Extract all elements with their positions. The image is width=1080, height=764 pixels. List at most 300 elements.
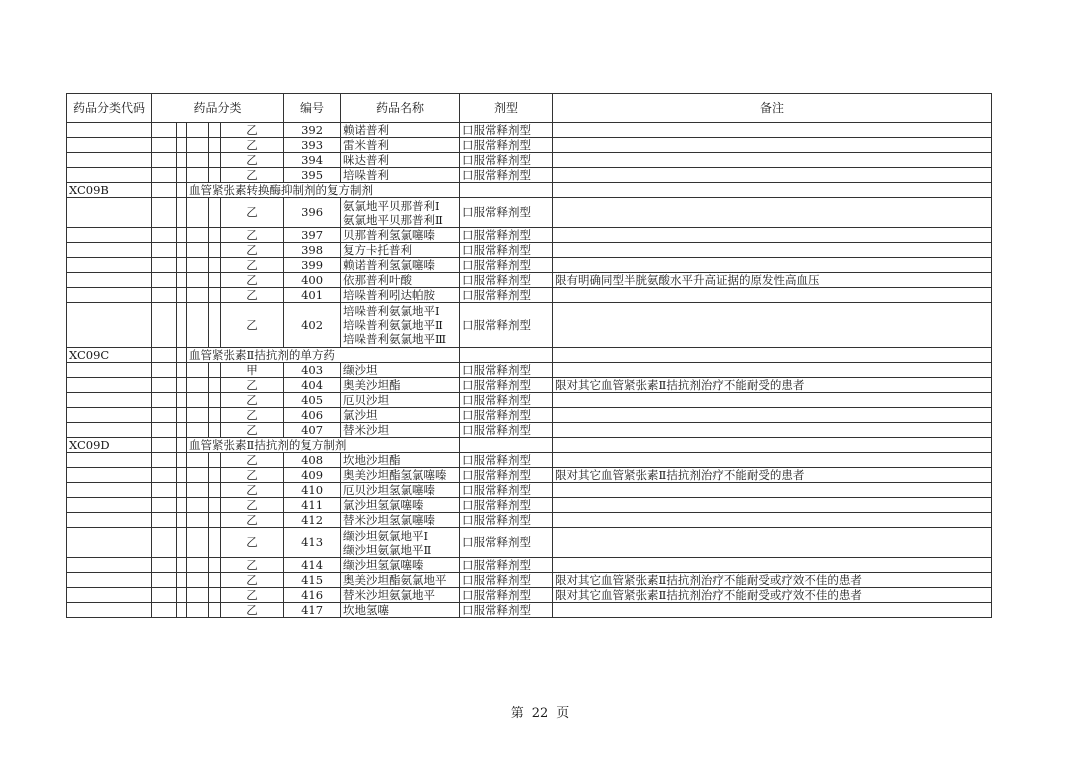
empty-cell — [152, 123, 177, 138]
empty-cell — [460, 348, 553, 363]
drug-name-cell — [341, 123, 460, 138]
header-code: 药品分类代码 — [67, 94, 152, 123]
form-cell: 口服常释剂型 — [460, 228, 553, 243]
drug-name-cell — [341, 273, 460, 288]
group-row — [67, 438, 992, 453]
number-cell: 396 — [284, 198, 341, 228]
empty-cell — [209, 453, 221, 468]
class-cell: 乙 — [221, 378, 284, 393]
note-cell — [553, 123, 992, 138]
empty-cell — [152, 288, 177, 303]
drug-name-line: 氯沙坦氢氯噻嗪 — [343, 498, 424, 512]
code-cell — [67, 393, 152, 408]
drug-name-cell — [341, 558, 460, 573]
table-row — [67, 273, 992, 288]
empty-cell — [187, 573, 209, 588]
note-cell — [553, 408, 992, 423]
drug-name-cell — [341, 153, 460, 168]
form-cell: 口服常释剂型 — [460, 273, 553, 288]
empty-cell — [209, 288, 221, 303]
number-cell: 399 — [284, 258, 341, 273]
empty-cell — [152, 423, 177, 438]
number-cell: 410 — [284, 483, 341, 498]
form-cell: 口服常释剂型 — [460, 258, 553, 273]
drug-name-cell — [341, 363, 460, 378]
empty-cell — [152, 588, 177, 603]
code-cell — [67, 153, 152, 168]
code-cell — [67, 303, 152, 348]
code-cell — [67, 558, 152, 573]
code-cell — [67, 198, 152, 228]
drug-name-cell — [341, 423, 460, 438]
group-code: XC09B — [67, 183, 152, 198]
empty-cell — [187, 198, 209, 228]
drug-name-cell — [341, 393, 460, 408]
drug-name-cell — [341, 528, 460, 558]
empty-cell — [177, 498, 187, 513]
table-row — [67, 423, 992, 438]
drug-name-line: 厄贝沙坦 — [343, 393, 390, 407]
form-cell: 口服常释剂型 — [460, 288, 553, 303]
empty-cell — [177, 123, 187, 138]
empty-cell — [187, 258, 209, 273]
number-cell: 408 — [284, 453, 341, 468]
empty-cell — [152, 258, 177, 273]
number-cell: 406 — [284, 408, 341, 423]
empty-cell — [187, 138, 209, 153]
class-cell: 乙 — [221, 468, 284, 483]
number-cell: 412 — [284, 513, 341, 528]
empty-cell — [177, 288, 187, 303]
empty-cell — [177, 273, 187, 288]
empty-cell — [187, 288, 209, 303]
number-cell: 400 — [284, 273, 341, 288]
form-cell: 口服常释剂型 — [460, 498, 553, 513]
empty-cell — [209, 573, 221, 588]
empty-cell — [209, 528, 221, 558]
header-note: 备注 — [553, 94, 992, 123]
drug-name-line: 复方卡托普利 — [343, 243, 413, 257]
number-cell: 411 — [284, 498, 341, 513]
empty-cell — [177, 258, 187, 273]
drug-name-line: 缬沙坦 — [343, 363, 378, 377]
drug-name-cell — [341, 453, 460, 468]
drug-name-cell — [341, 498, 460, 513]
note-cell: 限对其它血管紧张素Ⅱ拮抗剂治疗不能耐受的患者 — [553, 468, 992, 483]
empty-cell — [187, 378, 209, 393]
note-cell — [553, 168, 992, 183]
class-cell: 乙 — [221, 423, 284, 438]
empty-cell — [187, 153, 209, 168]
table-row — [67, 243, 992, 258]
empty-cell — [177, 603, 187, 618]
empty-cell — [177, 423, 187, 438]
drug-name-cell — [341, 258, 460, 273]
code-cell — [67, 573, 152, 588]
table-row — [67, 303, 992, 348]
group-row — [67, 183, 992, 198]
form-cell: 口服常释剂型 — [460, 558, 553, 573]
class-cell: 甲 — [221, 363, 284, 378]
drug-name-cell — [341, 288, 460, 303]
number-cell: 398 — [284, 243, 341, 258]
drug-name-cell — [341, 378, 460, 393]
form-cell: 口服常释剂型 — [460, 303, 553, 348]
page-suffix: 页 — [556, 706, 570, 721]
class-cell: 乙 — [221, 453, 284, 468]
empty-cell — [187, 423, 209, 438]
header-form: 剂型 — [460, 94, 553, 123]
drug-name-line: 咪达普利 — [343, 153, 390, 167]
table-row — [67, 378, 992, 393]
code-cell — [67, 513, 152, 528]
class-cell: 乙 — [221, 588, 284, 603]
class-cell: 乙 — [221, 558, 284, 573]
empty-cell — [187, 603, 209, 618]
empty-cell — [209, 483, 221, 498]
empty-cell — [152, 183, 177, 198]
drug-name-line: 贝那普利氢氯噻嗪 — [343, 228, 436, 242]
empty-cell — [177, 588, 187, 603]
empty-cell — [553, 438, 992, 453]
note-cell: 限对其它血管紧张素Ⅱ拮抗剂治疗不能耐受或疗效不佳的患者 — [553, 573, 992, 588]
table-body — [67, 123, 992, 618]
empty-cell — [209, 153, 221, 168]
empty-cell — [177, 573, 187, 588]
empty-cell — [209, 408, 221, 423]
note-cell — [553, 303, 992, 348]
number-cell: 413 — [284, 528, 341, 558]
empty-cell — [177, 168, 187, 183]
empty-cell — [177, 153, 187, 168]
form-cell: 口服常释剂型 — [460, 453, 553, 468]
form-cell: 口服常释剂型 — [460, 423, 553, 438]
note-cell — [553, 498, 992, 513]
empty-cell — [177, 303, 187, 348]
note-cell: 限对其它血管紧张素Ⅱ拮抗剂治疗不能耐受的患者 — [553, 378, 992, 393]
class-cell: 乙 — [221, 258, 284, 273]
empty-cell — [177, 363, 187, 378]
empty-cell — [152, 168, 177, 183]
empty-cell — [209, 498, 221, 513]
class-cell: 乙 — [221, 573, 284, 588]
code-cell — [67, 423, 152, 438]
class-cell: 乙 — [221, 603, 284, 618]
class-cell: 乙 — [221, 288, 284, 303]
empty-cell — [209, 228, 221, 243]
empty-cell — [177, 393, 187, 408]
page-number — [0, 702, 1080, 721]
empty-cell — [187, 588, 209, 603]
form-cell: 口服常释剂型 — [460, 243, 553, 258]
empty-cell — [187, 483, 209, 498]
code-cell — [67, 123, 152, 138]
class-cell: 乙 — [221, 273, 284, 288]
code-cell — [67, 258, 152, 273]
empty-cell — [187, 168, 209, 183]
drug-name-line: 赖诺普利 — [343, 123, 390, 137]
note-cell — [553, 528, 992, 558]
note-cell — [553, 258, 992, 273]
code-cell — [67, 273, 152, 288]
class-cell: 乙 — [221, 498, 284, 513]
table-row — [67, 558, 992, 573]
empty-cell — [209, 303, 221, 348]
note-cell — [553, 483, 992, 498]
number-cell: 394 — [284, 153, 341, 168]
drug-name-line: 厄贝沙坦氢氯噻嗪 — [343, 483, 436, 497]
drug-name-line: 奥美沙坦酯 — [343, 378, 401, 392]
code-cell — [67, 363, 152, 378]
empty-cell — [177, 198, 187, 228]
empty-cell — [209, 468, 221, 483]
empty-cell — [177, 513, 187, 528]
form-cell: 口服常释剂型 — [460, 468, 553, 483]
table-row — [67, 468, 992, 483]
table-row — [67, 138, 992, 153]
page-prefix: 第 — [510, 706, 524, 721]
form-cell: 口服常释剂型 — [460, 123, 553, 138]
number-cell: 392 — [284, 123, 341, 138]
table-row — [67, 528, 992, 558]
note-cell — [553, 243, 992, 258]
drug-name-line: 氯沙坦 — [343, 408, 378, 422]
code-cell — [67, 603, 152, 618]
form-cell: 口服常释剂型 — [460, 168, 553, 183]
note-cell — [553, 363, 992, 378]
drug-name-line: 氨氯地平贝那普利Ⅰ — [343, 198, 440, 213]
empty-cell — [177, 228, 187, 243]
empty-cell — [187, 273, 209, 288]
table-row — [67, 453, 992, 468]
empty-cell — [553, 348, 992, 363]
header-category: 药品分类 — [152, 94, 284, 123]
group-code: XC09C — [67, 348, 152, 363]
number-cell: 417 — [284, 603, 341, 618]
note-cell — [553, 453, 992, 468]
empty-cell — [152, 438, 177, 453]
drug-name-line: 培哚普利氨氯地平Ⅰ — [343, 304, 440, 318]
class-cell: 乙 — [221, 513, 284, 528]
table-row — [67, 588, 992, 603]
empty-cell — [152, 228, 177, 243]
table-row — [67, 363, 992, 378]
group-row — [67, 348, 992, 363]
table-row — [67, 123, 992, 138]
empty-cell — [152, 513, 177, 528]
code-cell — [67, 468, 152, 483]
class-cell: 乙 — [221, 138, 284, 153]
page-value: 22 — [531, 706, 549, 721]
empty-cell — [209, 603, 221, 618]
code-cell — [67, 588, 152, 603]
empty-cell — [209, 558, 221, 573]
drug-name-line: 奥美沙坦酯氨氯地平 — [343, 573, 447, 587]
drug-name-line: 培哚普利吲达帕胺 — [343, 288, 436, 302]
drug-name-cell — [341, 573, 460, 588]
table-row — [67, 198, 992, 228]
number-cell: 414 — [284, 558, 341, 573]
empty-cell — [187, 303, 209, 348]
number-cell: 404 — [284, 378, 341, 393]
table-header-row — [67, 94, 992, 123]
class-cell: 乙 — [221, 123, 284, 138]
drug-name-cell — [341, 168, 460, 183]
drug-name-cell — [341, 408, 460, 423]
drug-name-line: 氨氯地平贝那普利Ⅱ — [343, 212, 443, 227]
empty-cell — [152, 303, 177, 348]
number-cell: 409 — [284, 468, 341, 483]
form-cell: 口服常释剂型 — [460, 588, 553, 603]
empty-cell — [209, 258, 221, 273]
drug-name-cell — [341, 588, 460, 603]
empty-cell — [177, 243, 187, 258]
empty-cell — [209, 243, 221, 258]
drug-name-line: 替米沙坦氨氯地平 — [343, 588, 436, 602]
code-cell — [67, 528, 152, 558]
form-cell: 口服常释剂型 — [460, 153, 553, 168]
drug-name-cell — [341, 483, 460, 498]
class-cell: 乙 — [221, 168, 284, 183]
empty-cell — [209, 123, 221, 138]
form-cell: 口服常释剂型 — [460, 528, 553, 558]
number-cell: 401 — [284, 288, 341, 303]
table-row — [67, 513, 992, 528]
empty-cell — [152, 363, 177, 378]
empty-cell — [209, 393, 221, 408]
table-row — [67, 228, 992, 243]
note-cell — [553, 513, 992, 528]
code-cell — [67, 288, 152, 303]
form-cell: 口服常释剂型 — [460, 573, 553, 588]
code-cell — [67, 498, 152, 513]
table-row — [67, 153, 992, 168]
number-cell: 403 — [284, 363, 341, 378]
empty-cell — [209, 138, 221, 153]
empty-cell — [209, 363, 221, 378]
drug-name-cell — [341, 228, 460, 243]
drug-name-line: 赖诺普利氢氯噻嗪 — [343, 258, 436, 272]
empty-cell — [177, 348, 187, 363]
drug-catalog-table — [66, 93, 992, 618]
empty-cell — [177, 483, 187, 498]
empty-cell — [152, 408, 177, 423]
empty-cell — [177, 453, 187, 468]
form-cell: 口服常释剂型 — [460, 393, 553, 408]
note-cell — [553, 603, 992, 618]
empty-cell — [177, 183, 187, 198]
drug-name-line: 缬沙坦氨氯地平Ⅰ — [343, 528, 429, 543]
class-cell: 乙 — [221, 393, 284, 408]
empty-cell — [152, 528, 177, 558]
empty-cell — [152, 153, 177, 168]
empty-cell — [152, 378, 177, 393]
class-cell: 乙 — [221, 153, 284, 168]
drug-name-cell — [341, 198, 460, 228]
table-row — [67, 393, 992, 408]
note-cell: 限对其它血管紧张素Ⅱ拮抗剂治疗不能耐受或疗效不佳的患者 — [553, 588, 992, 603]
empty-cell — [187, 468, 209, 483]
empty-cell — [177, 408, 187, 423]
empty-cell — [187, 243, 209, 258]
note-cell — [553, 558, 992, 573]
form-cell: 口服常释剂型 — [460, 198, 553, 228]
drug-name-line: 坎地沙坦酯 — [343, 453, 401, 467]
code-cell — [67, 168, 152, 183]
class-cell: 乙 — [221, 303, 284, 348]
code-cell — [67, 378, 152, 393]
empty-cell — [152, 273, 177, 288]
class-cell: 乙 — [221, 243, 284, 258]
empty-cell — [152, 453, 177, 468]
empty-cell — [152, 573, 177, 588]
code-cell — [67, 243, 152, 258]
empty-cell — [187, 453, 209, 468]
form-cell: 口服常释剂型 — [460, 483, 553, 498]
class-cell: 乙 — [221, 408, 284, 423]
drug-name-cell — [341, 138, 460, 153]
table-row — [67, 573, 992, 588]
note-cell — [553, 423, 992, 438]
form-cell: 口服常释剂型 — [460, 513, 553, 528]
empty-cell — [209, 378, 221, 393]
drug-name-line: 坎地氢噻 — [343, 603, 390, 617]
empty-cell — [187, 228, 209, 243]
empty-cell — [187, 408, 209, 423]
code-cell — [67, 483, 152, 498]
number-cell: 405 — [284, 393, 341, 408]
empty-cell — [187, 528, 209, 558]
group-title: 血管紧张素Ⅱ拮抗剂的复方制剂 — [187, 438, 460, 453]
empty-cell — [152, 498, 177, 513]
empty-cell — [152, 603, 177, 618]
code-cell — [67, 228, 152, 243]
drug-name-line: 依那普利叶酸 — [343, 273, 413, 287]
header-number: 编号 — [284, 94, 341, 123]
drug-name-cell — [341, 603, 460, 618]
table-row — [67, 288, 992, 303]
class-cell: 乙 — [221, 528, 284, 558]
number-cell: 416 — [284, 588, 341, 603]
drug-name-line: 奥美沙坦酯氢氯噻嗪 — [343, 468, 447, 482]
number-cell: 407 — [284, 423, 341, 438]
note-cell — [553, 393, 992, 408]
form-cell: 口服常释剂型 — [460, 363, 553, 378]
empty-cell — [553, 183, 992, 198]
empty-cell — [152, 558, 177, 573]
number-cell: 397 — [284, 228, 341, 243]
table-row — [67, 498, 992, 513]
empty-cell — [177, 558, 187, 573]
table-row — [67, 483, 992, 498]
empty-cell — [209, 198, 221, 228]
class-cell: 乙 — [221, 198, 284, 228]
table-row — [67, 408, 992, 423]
empty-cell — [187, 558, 209, 573]
table-row — [67, 258, 992, 273]
code-cell — [67, 408, 152, 423]
class-cell: 乙 — [221, 483, 284, 498]
empty-cell — [187, 393, 209, 408]
empty-cell — [460, 183, 553, 198]
note-cell — [553, 153, 992, 168]
note-cell — [553, 228, 992, 243]
empty-cell — [152, 243, 177, 258]
empty-cell — [460, 438, 553, 453]
table-row — [67, 168, 992, 183]
table-row — [67, 603, 992, 618]
code-cell — [67, 138, 152, 153]
